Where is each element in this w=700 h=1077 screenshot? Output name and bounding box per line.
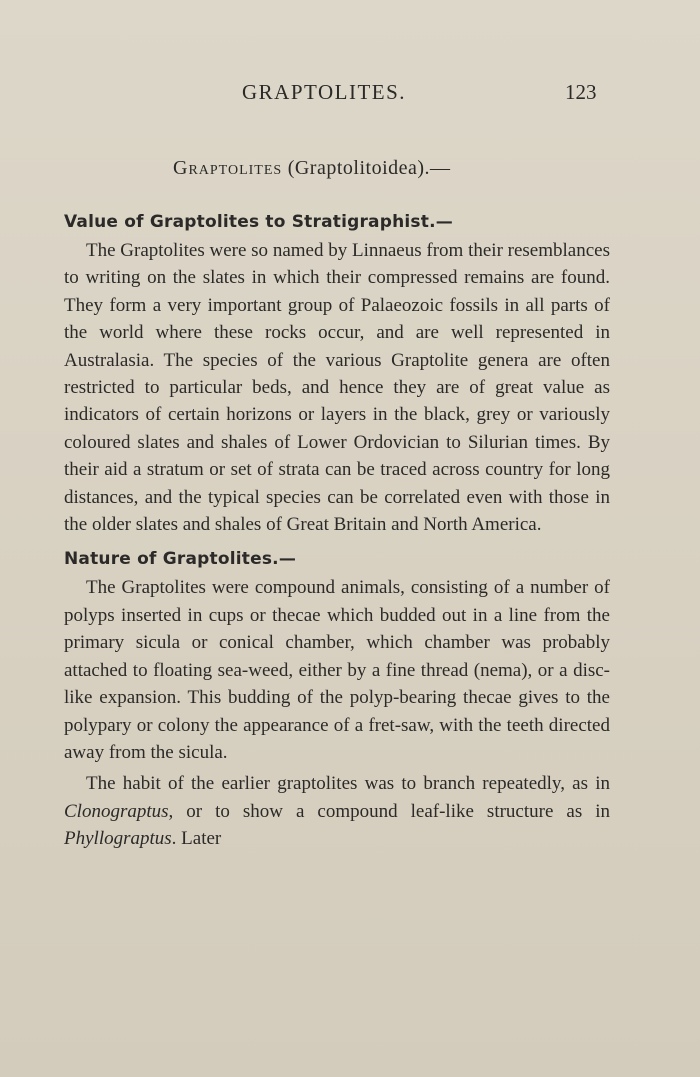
section-title-smallcaps: Graptolites xyxy=(173,157,283,179)
habit-text-2: , or to show a compound leaf-like structure as in xyxy=(168,800,610,822)
paragraph-nature: The Graptolites were compound animals, consisting of a number of polyps inserted in cups or thecae which budded out in a line from the primary sicula or conical chamber, which chamber was probably attached to floating sea-weed, either by a fine thread (nema), or a disc-like expansion. This budding of the polyp-bearing thecae gives to the polypary or colony the appearance of a fret-saw, with the teeth directed away from the sicula. xyxy=(64,577,610,763)
paragraph-value: The Graptolites were so named by Linnaeus from their resemblances to writing on the slates in which their compressed remains are found. They form a very important group of Palaeozoic fossils in all parts of the world where these rocks occur, and are well represented in Australasia. The species of the various Graptolite genera are often restricted to particular beds, and hence they are of great value as indicators of certain horizons or layers in the black, grey or variously coloured slates and shales of Lower Ordovician to Silurian times. By their aid a stratum or set of strata can be traced across country for long distances, and the typical species can be correlated even with those in the older slates and shales of Great Britain and North America. xyxy=(64,240,610,536)
genus-clonograptus: Clonograptus xyxy=(64,800,169,822)
running-head xyxy=(0,80,700,110)
page-number: 123 xyxy=(565,80,597,104)
habit-text-1: The habit of the earlier graptolites was to branch repeatedly, as in xyxy=(86,773,610,795)
habit-text-3: . Later xyxy=(171,828,222,850)
section-title-rest: (Graptolitoidea).— xyxy=(282,157,451,179)
running-title: GRAPTOLITES. xyxy=(242,80,407,104)
paragraph-habit xyxy=(64,770,610,852)
genus-phyllograptus: Phyllograptus xyxy=(64,828,172,850)
section-title xyxy=(173,157,451,180)
subsection-heading-nature: Nature of Graptolites.— xyxy=(64,549,297,570)
page-body xyxy=(64,207,610,853)
subsection-heading-value: Value of Graptolites to Stratigraphist.— xyxy=(64,212,453,232)
